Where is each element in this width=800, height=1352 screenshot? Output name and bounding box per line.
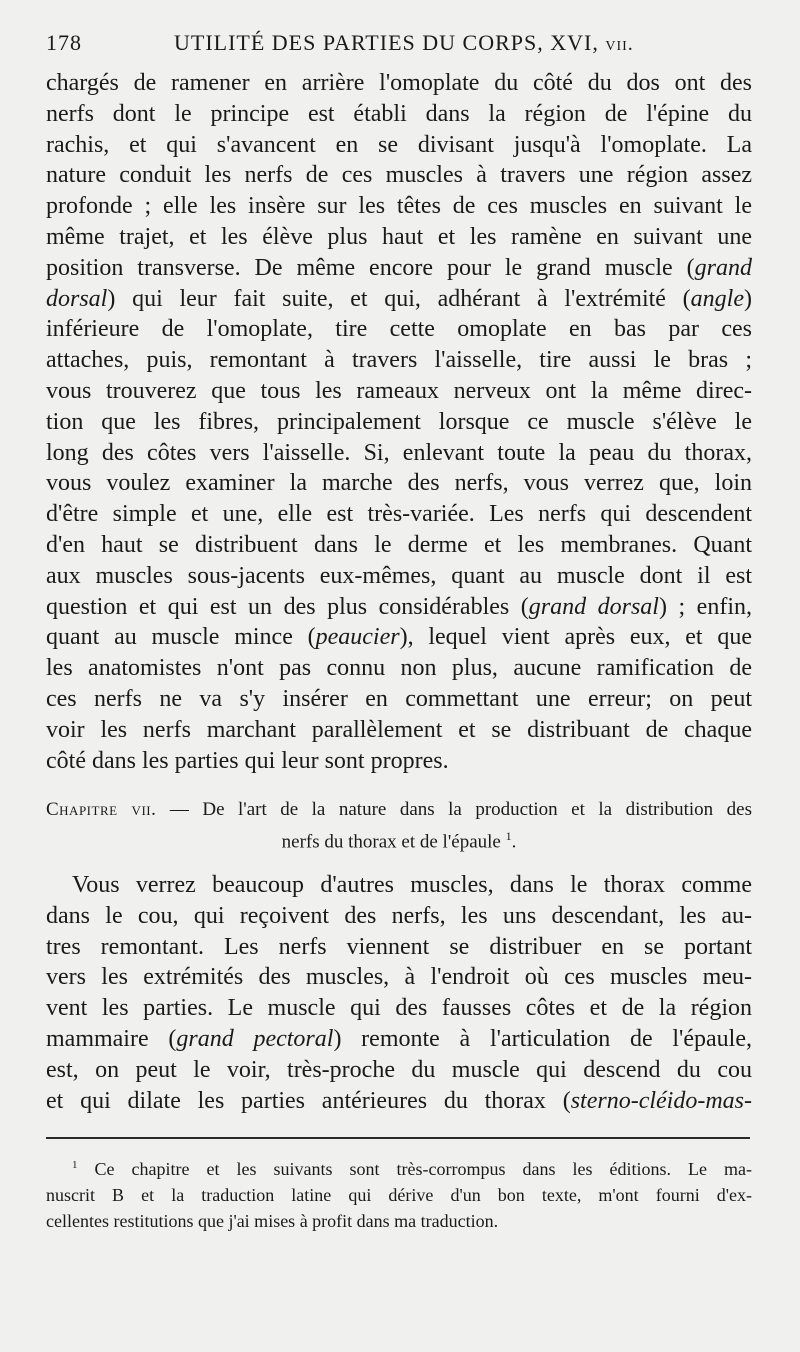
text-line: tres remontant. Les nerfs viennent se distribuer en se portant (46, 933, 752, 960)
chapter-numeral: vii. (605, 33, 634, 55)
footnote-line: cellentes restitutions que j'ai mises à profit dans ma traduction. (46, 1211, 499, 1231)
text-line: même trajet, et les élève plus haut et les ramène en suivant une (46, 223, 752, 250)
text-line: côté dans les parties qui leur sont propres. (46, 747, 449, 774)
text-line: d'être simple et une, elle est très-variée. Les nerfs qui descendent (46, 501, 752, 528)
text-line: nature conduit les nerfs de ces muscles à travers une région assez (46, 162, 752, 189)
footnote-reference[interactable]: 1 (505, 829, 512, 843)
text-line: dans le cou, qui reçoivent des nerfs, les uns descendant, les au- (46, 902, 752, 929)
running-header (46, 30, 756, 64)
chapter-label: Chapitre vii. (46, 799, 157, 820)
text-line: d'en haut se distribuent dans le derme et les membranes. Quant (46, 531, 752, 558)
text-line: vers les extrémités des muscles, à l'endroit où ces muscles meu- (46, 964, 752, 991)
footnote-line: $^1$ Ce chapitre et les suivants sont très-corrompus dans les éditions. Le ma- (72, 1159, 753, 1179)
footnote-divider (46, 1137, 750, 1139)
paragraph-1 (46, 68, 752, 776)
text-line: rachis, et qui s'avancent en se divisant jusqu'à l'omoplate. La (46, 131, 752, 158)
text-line: vous trouverez que tous les rameaux nerveux ont la même direc- (46, 377, 752, 404)
page-number: 178 (46, 30, 82, 55)
text-line: aux muscles sous-jacents eux-mêmes, quant au muscle dont il est (46, 562, 752, 589)
paragraph-2 (46, 870, 752, 1116)
text-line: les anatomistes n'ont pas connu non plus, aucune ramification de (46, 655, 752, 682)
text-line: position transverse. De même encore pour le grand muscle (grand (46, 254, 752, 281)
text-line: profonde ; elle les insère sur les têtes de ces muscles en suivant le (46, 193, 752, 220)
text-line: tion que les fibres, principalement lorsque ce muscle s'élève le (46, 408, 752, 435)
text-line: inférieure de l'omoplate, tire cette omoplate en bas par ces (46, 316, 752, 343)
text-line: ces nerfs ne va s'y insérer en commettant une erreur; on peut (46, 685, 752, 712)
chapter-heading-line-1 (46, 797, 752, 823)
footnote-marker: 1 (72, 1159, 78, 1171)
text-line: nerfs dont le principe est établi dans la région de l'épine du (46, 100, 752, 127)
text-line: chargés de ramener en arrière l'omoplate du côté du dos ont des (46, 70, 752, 96)
text-line: vous voulez examiner la marche des nerfs, vous verrez que, loin (46, 470, 752, 497)
chapter-heading (46, 797, 752, 855)
text-line: vent les parties. Le muscle qui des fausses côtes et de la région (46, 995, 752, 1022)
running-title: UTILITÉ DES PARTIES DU CORPS, XVI, vii. (174, 30, 634, 55)
text-line: attaches, puis, remontant à travers l'aisselle, tire aussi le bras ; (46, 347, 752, 374)
text-line: quant au muscle mince (peaucier), lequel vient après eux, et que (46, 624, 752, 651)
text-line: question et qui est un des plus considérables (grand dorsal) ; enfin, (46, 593, 752, 620)
text-line: Vous verrez beaucoup d'autres muscles, dans le thorax comme (72, 872, 752, 898)
chapter-title-2: nerfs du thorax et de l'épaule (281, 831, 501, 853)
text-line: dorsal) qui leur fait suite, et qui, adhérant à l'extrémité (angle) (46, 285, 752, 312)
chapter-heading-line-2: nerfs du thorax et de l'épaule $^1$. (281, 829, 517, 853)
text-line: et qui dilate les parties antérieures du thorax (sterno-cléido-mas- (46, 1087, 752, 1114)
footnote-line: nuscrit B et la traduction latine qui dérive d'un bon texte, m'ont fourni d'ex- (46, 1185, 752, 1205)
text-line: voir les nerfs marchant parallèlement et se distribuant de chaque (46, 716, 752, 743)
chapter-title-1: — De l'art de la nature dans la production et la distribution des (169, 799, 753, 820)
footnotes (46, 1152, 752, 1234)
text-line: long des côtes vers l'aisselle. Si, enlevant toute la peau du thorax, (46, 439, 752, 466)
text-line: mammaire (grand pectoral) remonte à l'articulation de l'épaule, (46, 1025, 752, 1052)
text-line: est, on peut le voir, très-proche du muscle qui descend du cou (46, 1056, 752, 1083)
